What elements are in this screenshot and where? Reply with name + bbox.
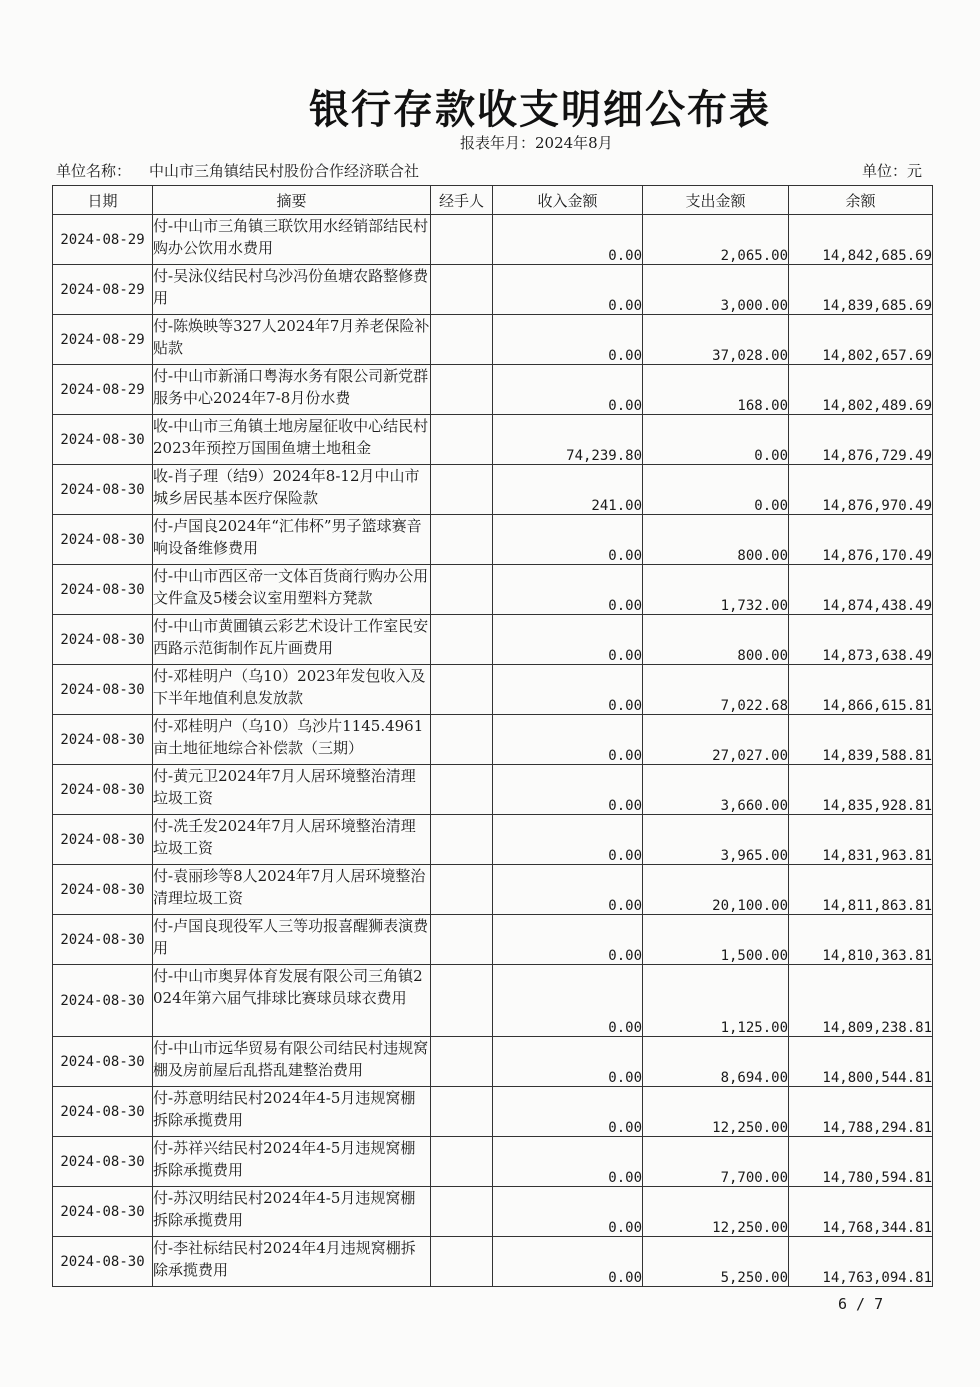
cell-balance: 14,866,615.81	[789, 665, 933, 715]
cell-memo: 收-肖子理（结9）2024年8-12月中山市城乡居民基本医疗保险款	[153, 465, 431, 515]
cell-date: 2024-08-30	[53, 1237, 153, 1287]
cell-date: 2024-08-30	[53, 1037, 153, 1087]
cell-income: 0.00	[493, 1187, 643, 1237]
cell-date: 2024-08-29	[53, 315, 153, 365]
cell-date: 2024-08-30	[53, 415, 153, 465]
cell-balance: 14,809,238.81	[789, 965, 933, 1037]
cell-income: 0.00	[493, 515, 643, 565]
cell-balance: 14,839,685.69	[789, 265, 933, 315]
cell-handler	[431, 1137, 493, 1187]
cell-expense: 12,250.00	[643, 1187, 789, 1237]
cell-date: 2024-08-30	[53, 965, 153, 1037]
cell-expense: 1,125.00	[643, 965, 789, 1037]
table-row	[53, 615, 933, 665]
organization	[56, 160, 419, 181]
cell-memo: 付-中山市三角镇三联饮用水经销部结民村购办公饮用水费用	[153, 215, 431, 265]
cell-balance: 14,874,438.49	[789, 565, 933, 615]
cell-balance: 14,835,928.81	[789, 765, 933, 815]
cell-date: 2024-08-30	[53, 915, 153, 965]
cell-expense: 5,250.00	[643, 1237, 789, 1287]
cell-balance: 14,780,594.81	[789, 1137, 933, 1187]
cell-memo: 付-吴泳仪结民村乌沙冯份鱼塘农路整修费用	[153, 265, 431, 315]
cell-income: 0.00	[493, 1087, 643, 1137]
cell-date: 2024-08-30	[53, 665, 153, 715]
cell-income: 0.00	[493, 265, 643, 315]
cell-date: 2024-08-29	[53, 365, 153, 415]
cell-handler	[431, 1187, 493, 1237]
cell-income: 0.00	[493, 315, 643, 365]
table-row	[53, 715, 933, 765]
cell-date: 2024-08-29	[53, 265, 153, 315]
cell-handler	[431, 465, 493, 515]
table-row	[53, 265, 933, 315]
cell-handler	[431, 265, 493, 315]
column-header-balance: 余额	[789, 186, 933, 215]
cell-income: 0.00	[493, 365, 643, 415]
cell-memo: 付-邓桂明户（乌10）2023年发包收入及下半年地值利息发放款	[153, 665, 431, 715]
table-row	[53, 915, 933, 965]
cell-handler	[431, 415, 493, 465]
cell-income: 0.00	[493, 215, 643, 265]
column-header-expense: 支出金额	[643, 186, 789, 215]
cell-balance: 14,763,094.81	[789, 1237, 933, 1287]
cell-date: 2024-08-30	[53, 765, 153, 815]
cell-date: 2024-08-30	[53, 1187, 153, 1237]
cell-income: 0.00	[493, 815, 643, 865]
cell-expense: 0.00	[643, 465, 789, 515]
cell-memo: 付-陈焕映等327人2024年7月养老保险补贴款	[153, 315, 431, 365]
page-title: 银行存款收支明细公布表	[309, 87, 771, 133]
cell-income: 0.00	[493, 765, 643, 815]
cell-expense: 800.00	[643, 615, 789, 665]
table-row	[53, 315, 933, 365]
cell-date: 2024-08-30	[53, 1137, 153, 1187]
organization-label: 单位名称：	[56, 162, 132, 180]
cell-handler	[431, 665, 493, 715]
cell-handler	[431, 965, 493, 1037]
cell-handler	[431, 1037, 493, 1087]
cell-handler	[431, 1237, 493, 1287]
cell-memo: 付-李社标结民村2024年4月违规窝棚拆除承揽费用	[153, 1237, 431, 1287]
cell-memo: 付-黄元卫2024年7月人居环境整治清理垃圾工资	[153, 765, 431, 815]
cell-expense: 7,022.68	[643, 665, 789, 715]
cell-memo: 付-苏祥兴结民村2024年4-5月违规窝棚拆除承揽费用	[153, 1137, 431, 1187]
cell-handler	[431, 815, 493, 865]
cell-balance: 14,788,294.81	[789, 1087, 933, 1137]
cell-expense: 1,500.00	[643, 915, 789, 965]
table-row	[53, 1087, 933, 1137]
cell-expense: 37,028.00	[643, 315, 789, 365]
cell-income: 0.00	[493, 915, 643, 965]
cell-balance: 14,810,363.81	[789, 915, 933, 965]
cell-balance: 14,800,544.81	[789, 1037, 933, 1087]
cell-expense: 27,027.00	[643, 715, 789, 765]
cell-date: 2024-08-29	[53, 215, 153, 265]
column-header-income: 收入金额	[493, 186, 643, 215]
cell-expense: 20,100.00	[643, 865, 789, 915]
cell-balance: 14,876,970.49	[789, 465, 933, 515]
cell-handler	[431, 565, 493, 615]
cell-date: 2024-08-30	[53, 515, 153, 565]
cell-balance: 14,876,729.49	[789, 415, 933, 465]
cell-date: 2024-08-30	[53, 615, 153, 665]
cell-memo: 付-冼壬发2024年7月人居环境整治清理垃圾工资	[153, 815, 431, 865]
cell-handler	[431, 715, 493, 765]
table-row	[53, 415, 933, 465]
cell-handler	[431, 315, 493, 365]
cell-date: 2024-08-30	[53, 865, 153, 915]
cell-income: 0.00	[493, 1237, 643, 1287]
cell-balance: 14,831,963.81	[789, 815, 933, 865]
cell-handler	[431, 865, 493, 915]
cell-memo: 收-中山市三角镇土地房屋征收中心结民村2023年预控万国围鱼塘土地租金	[153, 415, 431, 465]
column-header-memo: 摘要	[153, 186, 431, 215]
cell-handler	[431, 1087, 493, 1137]
header-row	[53, 186, 933, 215]
cell-memo: 付-中山市西区帝一文体百货商行购办公用文件盒及5楼会议室用塑料方凳款	[153, 565, 431, 615]
cell-date: 2024-08-30	[53, 565, 153, 615]
cell-handler	[431, 515, 493, 565]
cell-balance: 14,768,344.81	[789, 1187, 933, 1237]
table-row	[53, 1137, 933, 1187]
cell-income: 0.00	[493, 965, 643, 1037]
cell-memo: 付-苏意明结民村2024年4-5月违规窝棚拆除承揽费用	[153, 1087, 431, 1137]
cell-handler	[431, 765, 493, 815]
column-header-handler: 经手人	[431, 186, 493, 215]
cell-memo: 付-中山市黄圃镇云彩艺术设计工作室民安西路示范街制作瓦片画费用	[153, 615, 431, 665]
cell-expense: 3,660.00	[643, 765, 789, 815]
cell-balance: 14,839,588.81	[789, 715, 933, 765]
cell-memo: 付-中山市远华贸易有限公司结民村违规窝棚及房前屋后乱搭乱建整治费用	[153, 1037, 431, 1087]
table-row	[53, 865, 933, 915]
cell-date: 2024-08-30	[53, 715, 153, 765]
table-row	[53, 1237, 933, 1287]
cell-memo: 付-中山市奥昇体育发展有限公司三角镇2024年第六届气排球比赛球员球衣费用	[153, 965, 431, 1037]
cell-memo: 付-中山市新涌口粤海水务有限公司新党群服务中心2024年7-8月份水费	[153, 365, 431, 415]
cell-date: 2024-08-30	[53, 1087, 153, 1137]
table-row	[53, 515, 933, 565]
currency-unit: 单位：元	[862, 162, 923, 180]
cell-expense: 2,065.00	[643, 215, 789, 265]
cell-income: 241.00	[493, 465, 643, 515]
table-row	[53, 815, 933, 865]
cell-income: 0.00	[493, 715, 643, 765]
cell-expense: 168.00	[643, 365, 789, 415]
column-header-date: 日期	[53, 186, 153, 215]
cell-balance: 14,802,489.69	[789, 365, 933, 415]
cell-expense: 0.00	[643, 415, 789, 465]
cell-expense: 1,732.00	[643, 565, 789, 615]
report-period: 报表年月：2024年8月	[460, 134, 613, 152]
cell-income: 74,239.80	[493, 415, 643, 465]
cell-expense: 3,000.00	[643, 265, 789, 315]
cell-expense: 8,694.00	[643, 1037, 789, 1087]
cell-memo: 付-邓桂明户（乌10）乌沙片1145.4961亩土地征地综合补偿款（三期）	[153, 715, 431, 765]
table-row	[53, 965, 933, 1037]
cell-handler	[431, 915, 493, 965]
cell-handler	[431, 615, 493, 665]
table-row	[53, 665, 933, 715]
table-row	[53, 465, 933, 515]
cell-income: 0.00	[493, 665, 643, 715]
ledger-table	[52, 185, 933, 1287]
cell-expense: 7,700.00	[643, 1137, 789, 1187]
table-row	[53, 1037, 933, 1087]
cell-income: 0.00	[493, 1037, 643, 1087]
cell-balance: 14,802,657.69	[789, 315, 933, 365]
cell-balance: 14,876,170.49	[789, 515, 933, 565]
table-row	[53, 765, 933, 815]
cell-memo: 付-卢国良现役军人三等功报喜醒狮表演费用	[153, 915, 431, 965]
cell-memo: 付-苏汉明结民村2024年4-5月违规窝棚拆除承揽费用	[153, 1187, 431, 1237]
cell-date: 2024-08-30	[53, 815, 153, 865]
cell-income: 0.00	[493, 1137, 643, 1187]
page-number: 6 / 7	[838, 1295, 884, 1313]
cell-memo: 付-袁丽珍等8人2024年7月人居环境整治清理垃圾工资	[153, 865, 431, 915]
organization-name: 中山市三角镇结民村股份合作经济联合社	[149, 162, 420, 180]
table-row	[53, 1187, 933, 1237]
cell-income: 0.00	[493, 615, 643, 665]
cell-expense: 800.00	[643, 515, 789, 565]
table-row	[53, 565, 933, 615]
cell-expense: 3,965.00	[643, 815, 789, 865]
cell-handler	[431, 365, 493, 415]
table-row	[53, 365, 933, 415]
ledger-body	[53, 215, 933, 1287]
cell-date: 2024-08-30	[53, 465, 153, 515]
cell-balance: 14,873,638.49	[789, 615, 933, 665]
cell-income: 0.00	[493, 865, 643, 915]
cell-income: 0.00	[493, 565, 643, 615]
cell-balance: 14,842,685.69	[789, 215, 933, 265]
cell-expense: 12,250.00	[643, 1087, 789, 1137]
cell-memo: 付-卢国良2024年“汇伟杯”男子篮球赛音响设备维修费用	[153, 515, 431, 565]
cell-balance: 14,811,863.81	[789, 865, 933, 915]
cell-handler	[431, 215, 493, 265]
table-row	[53, 215, 933, 265]
